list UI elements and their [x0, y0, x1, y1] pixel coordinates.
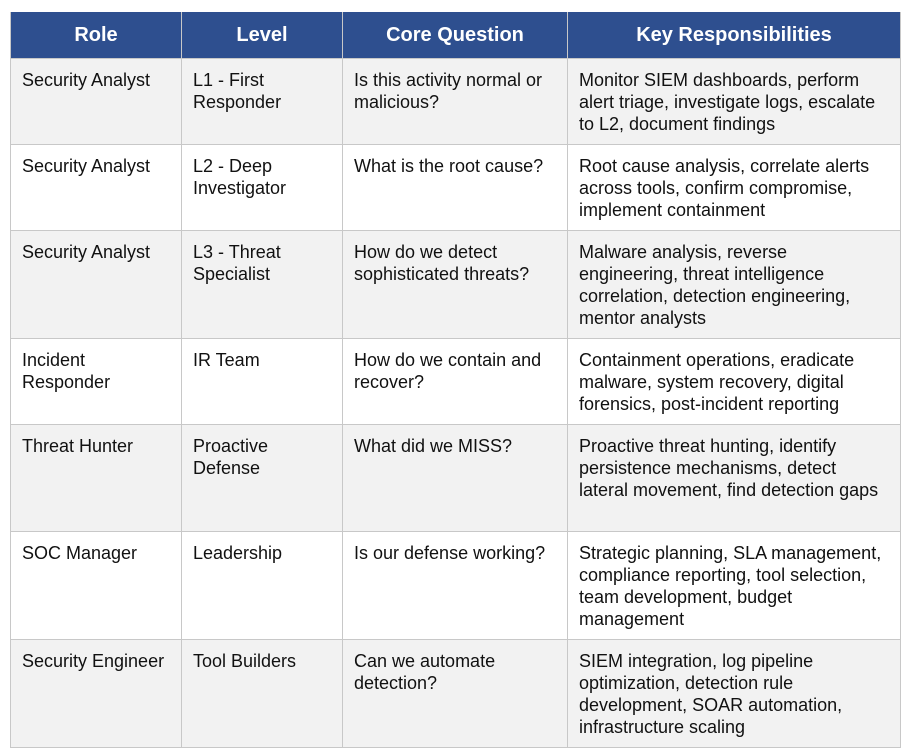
cell-core-question: What did we MISS?: [343, 425, 568, 532]
cell-responsibilities: Root cause analysis, correlate alerts across tools, confirm compromise, implement containment: [568, 145, 901, 231]
cell-responsibilities: SIEM integration, log pipeline optimization, detection rule development, SOAR automation, infrastructure scaling: [568, 640, 901, 748]
cell-responsibilities: Monitor SIEM dashboards, perform alert triage, investigate logs, escalate to L2, document findings: [568, 59, 901, 145]
table-body: [11, 59, 901, 748]
cell-core-question: What is the root cause?: [343, 145, 568, 231]
cell-level: IR Team: [182, 339, 343, 425]
cell-core-question: Is our defense working?: [343, 532, 568, 640]
table-row: [11, 425, 901, 532]
header-role: Role: [11, 12, 182, 59]
cell-level: L2 - Deep Investigator: [182, 145, 343, 231]
table-row: [11, 640, 901, 748]
cell-level: Tool Builders: [182, 640, 343, 748]
header-row: [11, 12, 901, 59]
cell-role: Threat Hunter: [11, 425, 182, 532]
cell-core-question: Can we automate detection?: [343, 640, 568, 748]
header-key-responsibilities: Key Responsibilities: [568, 12, 901, 59]
cell-level: Leadership: [182, 532, 343, 640]
cell-role: Security Analyst: [11, 231, 182, 339]
soc-roles-table: [10, 12, 901, 748]
cell-role: SOC Manager: [11, 532, 182, 640]
cell-role: Security Analyst: [11, 145, 182, 231]
cell-role: Incident Responder: [11, 339, 182, 425]
cell-responsibilities: Proactive threat hunting, identify persistence mechanisms, detect lateral movement, find detection gaps: [568, 425, 901, 532]
cell-responsibilities: Strategic planning, SLA management, compliance reporting, tool selection, team development, budget management: [568, 532, 901, 640]
table-row: [11, 231, 901, 339]
cell-level: L1 - First Responder: [182, 59, 343, 145]
cell-role: Security Engineer: [11, 640, 182, 748]
cell-responsibilities: Containment operations, eradicate malware, system recovery, digital forensics, post-incident reporting: [568, 339, 901, 425]
table-row: [11, 339, 901, 425]
cell-level: L3 - Threat Specialist: [182, 231, 343, 339]
cell-core-question: Is this activity normal or malicious?: [343, 59, 568, 145]
header-level: Level: [182, 12, 343, 59]
header-core-question: Core Question: [343, 12, 568, 59]
cell-core-question: How do we contain and recover?: [343, 339, 568, 425]
cell-core-question: How do we detect sophisticated threats?: [343, 231, 568, 339]
cell-role: Security Analyst: [11, 59, 182, 145]
table-row: [11, 145, 901, 231]
cell-responsibilities: Malware analysis, reverse engineering, threat intelligence correlation, detection engineering, mentor analysts: [568, 231, 901, 339]
table-header: [11, 12, 901, 59]
table-row: [11, 59, 901, 145]
cell-level: Proactive Defense: [182, 425, 343, 532]
table-row: [11, 532, 901, 640]
